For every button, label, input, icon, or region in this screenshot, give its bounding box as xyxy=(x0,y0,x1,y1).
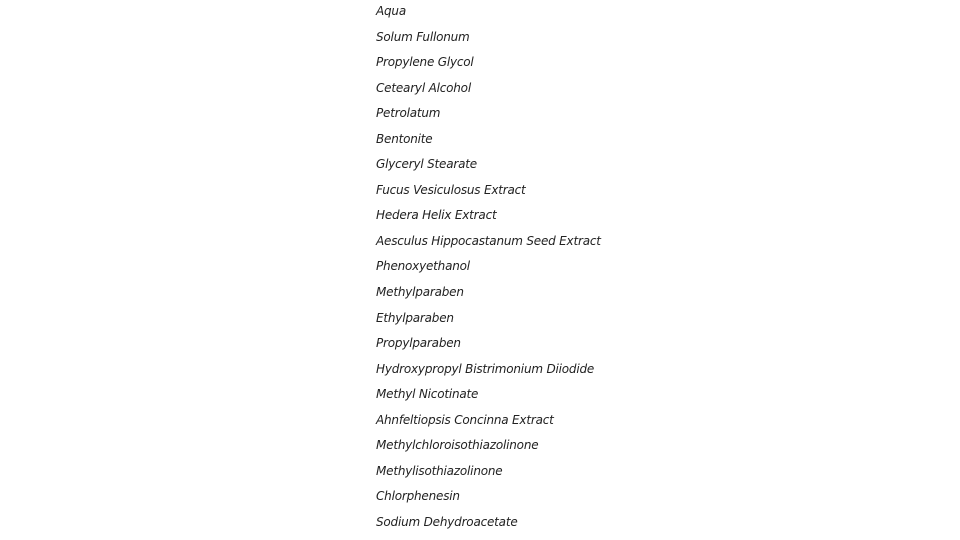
ingredient-item: Bentonite xyxy=(376,131,433,146)
ingredient-item: Methylparaben xyxy=(376,285,464,300)
ingredient-item: Ethylparaben xyxy=(376,310,454,325)
ingredient-item: Aqua xyxy=(376,4,406,18)
ingredient-list xyxy=(376,2,601,538)
ingredient-item: Cetearyl Alcohol xyxy=(376,80,471,95)
ingredient-item: Propylene Glycol xyxy=(376,55,474,70)
ingredient-item: Methyl Nicotinate xyxy=(376,387,479,402)
ingredient-item: Petrolatum xyxy=(376,106,441,121)
ingredient-item: Ahnfeltiopsis Concinna Extract xyxy=(376,412,554,427)
ingredient-item: Hedera Helix Extract xyxy=(376,208,497,223)
ingredient-item: Hydroxypropyl Bistrimonium Diiodide xyxy=(376,361,595,376)
ingredient-item: Glyceryl Stearate xyxy=(376,157,477,172)
ingredient-item: Phenoxyethanol xyxy=(376,259,470,274)
ingredient-item: Fucus Vesiculosus Extract xyxy=(376,182,526,197)
ingredient-item: Chlorphenesin xyxy=(376,489,460,504)
ingredient-item: Propylparaben xyxy=(376,336,461,351)
ingredient-item: Aesculus Hippocastanum Seed Extract xyxy=(376,233,601,248)
ingredient-item: Sodium Dehydroacetate xyxy=(376,514,518,529)
ingredient-item: Methylisothiazolinone xyxy=(376,463,503,478)
ingredient-item: Methylchloroisothiazolinone xyxy=(376,438,539,453)
ingredient-item: Solum Fullonum xyxy=(376,29,470,44)
